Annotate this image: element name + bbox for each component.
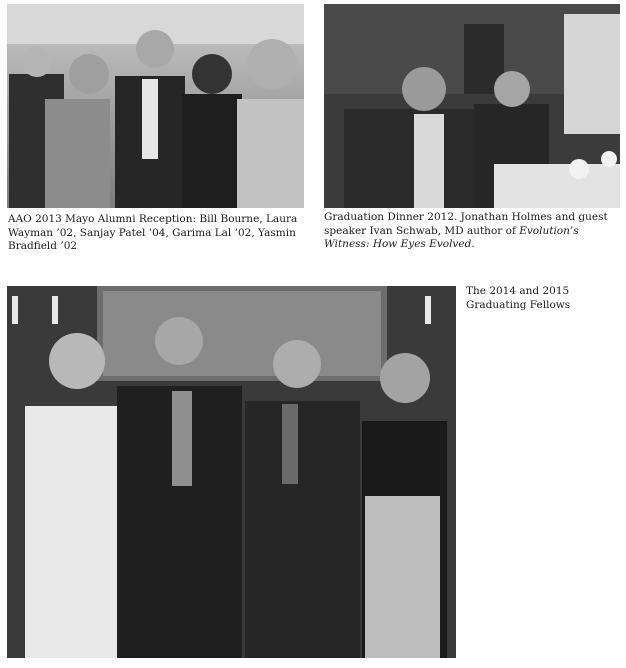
caption-text: Graduation Dinner 2012. Jonathan Holmes and guest speaker Ivan Schwab, MD author of bbox=[324, 211, 608, 237]
graduating-fellows-caption: The 2014 and 2015 Graduating Fellows bbox=[466, 285, 571, 311]
graduating-fellows-photo bbox=[7, 286, 456, 658]
graduation-dinner-caption bbox=[324, 211, 622, 252]
reception-photo bbox=[7, 4, 304, 208]
book-title: Evolution’s Witness: How Eyes Evolved bbox=[324, 224, 579, 250]
graduation-dinner-photo bbox=[324, 4, 620, 208]
reception-caption: AAO 2013 Mayo Alumni Reception: Bill Bourne, Laura Wayman ’02, Sanjay Patel ’04, Garima Lal ’02, Yasmin Bradfield ’02 bbox=[8, 213, 298, 252]
caption-tail: . bbox=[471, 238, 475, 250]
